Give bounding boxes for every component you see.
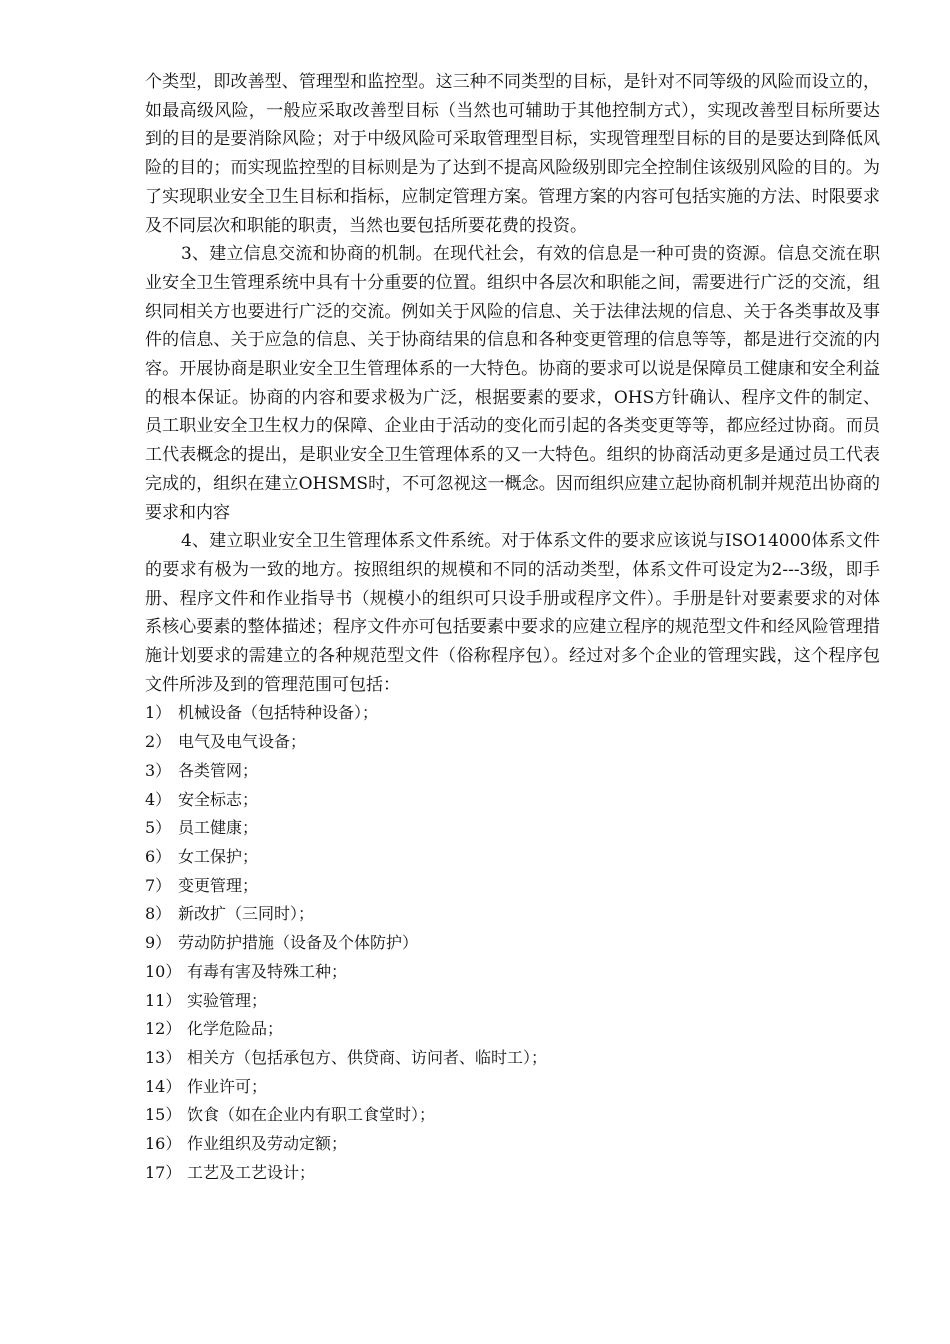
list-item-number: 15）: [145, 1105, 182, 1125]
list-item-number: 4）: [145, 789, 172, 809]
list-item-number: 12）: [145, 1019, 182, 1039]
list-item: [145, 1101, 880, 1130]
list-item-number: 9）: [145, 933, 172, 953]
list-item: [145, 872, 880, 901]
list-item-number: 13）: [145, 1047, 182, 1067]
document-body: [145, 68, 880, 1187]
list-item-text: 变更管理；: [178, 875, 259, 895]
list-item: [145, 1044, 880, 1073]
list-item-text: 新改扩（三同时）；: [178, 904, 315, 924]
list-item: [145, 843, 880, 872]
list-item-text: 劳动防护措施（设备及个体防护）: [178, 933, 419, 953]
list-item-number: 17）: [145, 1162, 182, 1182]
list-item-number: 7）: [145, 875, 172, 895]
list-item: [145, 1073, 880, 1102]
list-item-number: 5）: [145, 818, 172, 838]
list-item-text: 机械设备（包括特种设备）；: [178, 703, 379, 723]
list-item: [145, 987, 880, 1016]
list-item: [145, 1130, 880, 1159]
list-item: [145, 929, 880, 958]
list-item: [145, 699, 880, 728]
list-item-number: 10）: [145, 961, 182, 981]
list-item-text: 女工保护；: [178, 846, 259, 866]
list-item-number: 1）: [145, 703, 172, 723]
list-item-text: 工艺及工艺设计；: [187, 1162, 316, 1182]
list-item-number: 16）: [145, 1134, 182, 1154]
list-item: [145, 728, 880, 757]
list-item: [145, 1015, 880, 1044]
list-item-number: 8）: [145, 904, 172, 924]
list-item-text: 饮食（如在企业内有职工食堂时）；: [187, 1105, 436, 1125]
paragraph-objectives-types: 个类型，即改善型、管理型和监控型。这三种不同类型的目标，是针对不同等级的风险而设立的，如最高级风险，一般应采取改善型目标（当然也可辅助于其他控制方式），实现改善型目标所要达到的目的是要消除风险；对于中级风险可采取管理型目标，实现管理型目标的目的是要达到降低风险的目的；而实现监控型的目标则是为了达到不提高风险级别即完全控制住该级别风险的目的。为了实现职业安全卫生目标和指标，应制定管理方案。管理方案的内容可包括实施的方法、时限要求及不同层次和职能的职责，当然也要包括所要花费的投资。: [145, 72, 880, 236]
list-item-number: 3）: [145, 760, 172, 780]
list-item-number: 14）: [145, 1076, 182, 1096]
list-item-text: 有毒有害及特殊工种；: [187, 961, 348, 981]
list-item: [145, 958, 880, 987]
list-item-text: 相关方（包括承包方、供贷商、访问者、临时工）；: [187, 1047, 548, 1067]
list-item: [145, 786, 880, 815]
list-item: [145, 1159, 880, 1188]
list-item-number: 11）: [145, 990, 182, 1010]
list-item-text: 员工健康；: [178, 818, 259, 838]
list-item-text: 化学危险品；: [187, 1019, 284, 1039]
list-item: [145, 900, 880, 929]
list-item: [145, 757, 880, 786]
list-item-text: 实验管理；: [187, 990, 268, 1010]
list-item-number: 2）: [145, 732, 172, 752]
list-item-text: 安全标志；: [178, 789, 259, 809]
list-item-text: 各类管网；: [178, 760, 259, 780]
list-item-number: 6）: [145, 846, 172, 866]
paragraph-documentation-system: 4、建立职业安全卫生管理体系文件系统。对于体系文件的要求应该说与ISO14000体系文件的要求有极为一致的地方。按照组织的规模和不同的活动类型，体系文件可设定为2---3级，即手册、程序文件和作业指导书（规模小的组织可只设手册或程序文件）。手册是针对要素要求的对体系核心要素的整体描述；程序文件亦可包括要素中要求的应建立程序的规范型文件和经风险管理措施计划要求的需建立的各种规范型文件（俗称程序包）。经过对多个企业的管理实践，这个程序包文件所涉及到的管理范围可包括：: [145, 531, 880, 695]
list-item-text: 作业许可；: [187, 1076, 268, 1096]
list-item-text: 作业组织及劳动定额；: [187, 1134, 348, 1154]
list-item-text: 电气及电气设备；: [178, 732, 307, 752]
paragraph-communication-consultation: 3、建立信息交流和协商的机制。在现代社会，有效的信息是一种可贵的资源。信息交流在职业安全卫生管理系统中具有十分重要的位置。组织中各层次和职能之间，需要进行广泛的交流，组织同相关方也要进行广泛的交流。例如关于风险的信息、关于法律法规的信息、关于各类事故及事件的信息、关于应急的信息、关于协商结果的信息和各种变更管理的信息等等，都是进行交流的内容。开展协商是职业安全卫生管理体系的一大特色。协商的要求可以说是保障员工健康和安全利益的根本保证。协商的内容和要求极为广泛，根据要素的要求，OHS方针确认、程序文件的制定、员工职业安全卫生权力的保障、企业由于活动的变化而引起的各类变更等等，都应经过协商。而员工代表概念的提出，是职业安全卫生管理体系的又一大特色。组织的协商活动更多是通过员工代表完成的，组织在建立OHSMS时，不可忽视这一概念。因而组织应建立起协商机制并规范出协商的要求和内容: [145, 244, 880, 523]
management-scope-list: [145, 699, 880, 1187]
list-item: [145, 814, 880, 843]
